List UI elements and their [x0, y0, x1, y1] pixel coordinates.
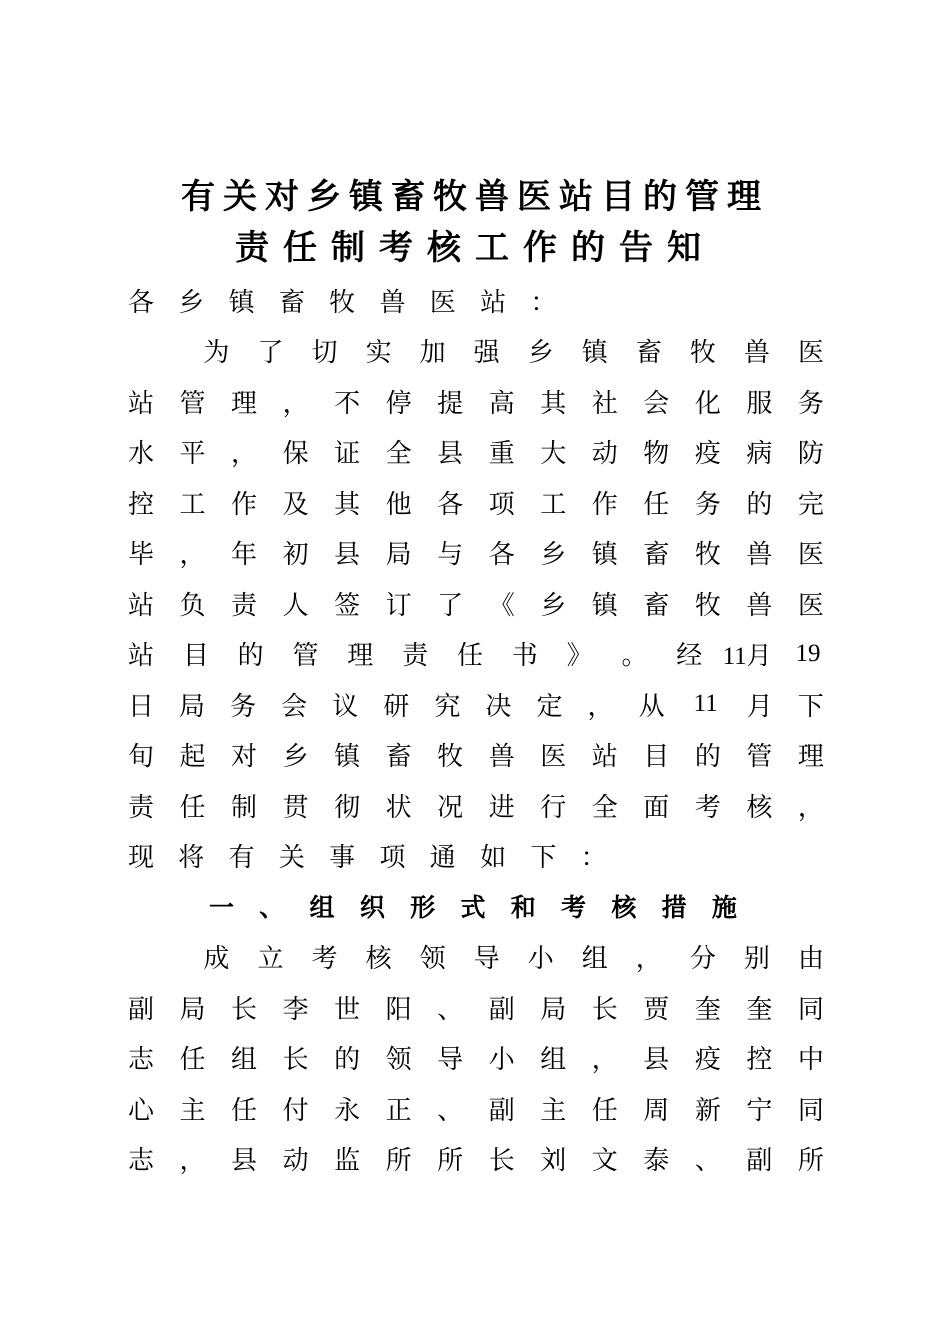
char: 镇	[591, 590, 618, 621]
char: 11	[693, 690, 718, 717]
char: 周	[643, 1095, 670, 1126]
char: 任	[179, 792, 206, 823]
char: 订	[385, 590, 412, 621]
char: 了	[257, 338, 284, 368]
char: 医	[797, 338, 824, 368]
char: 贾	[643, 994, 670, 1025]
char: ，	[179, 540, 206, 570]
char: 责	[402, 641, 429, 671]
document-title-line-2: 责任制考核工作的告知	[235, 228, 715, 268]
char: ，	[797, 792, 824, 823]
char: 医	[540, 742, 567, 772]
char: 各	[127, 287, 154, 318]
char: 证	[334, 439, 361, 469]
char: 主	[540, 1095, 567, 1126]
char: 付	[282, 1095, 309, 1126]
section-line	[118, 982, 834, 1032]
char: 、	[437, 1095, 464, 1126]
char: 核	[746, 792, 773, 823]
char: 制	[231, 792, 258, 823]
char: ，	[231, 439, 258, 469]
char: ，	[587, 691, 614, 722]
char: 《	[488, 590, 515, 621]
char: 心	[127, 1095, 154, 1126]
char: 加	[419, 338, 446, 368]
char: 长	[282, 1045, 309, 1075]
char: 考	[694, 792, 721, 823]
char: 水	[127, 439, 154, 469]
char: 》	[566, 641, 593, 671]
char: 不	[334, 388, 361, 419]
char: 书	[511, 641, 538, 671]
char: 研	[383, 691, 410, 722]
char: 如	[480, 843, 507, 873]
char: 畜	[278, 287, 305, 318]
char: 局	[179, 994, 206, 1025]
char: 签	[334, 590, 361, 621]
body-line	[118, 578, 834, 628]
char: 副	[746, 1146, 773, 1176]
body-line	[118, 477, 834, 527]
char: 管	[292, 641, 319, 671]
char: 兽	[488, 742, 515, 772]
char: 组	[540, 1045, 567, 1075]
char: 长	[231, 994, 258, 1025]
char: 的	[334, 1045, 361, 1075]
char: 畜	[643, 590, 670, 621]
char: 组	[231, 1045, 258, 1075]
char: 站	[480, 287, 507, 318]
char: 李	[282, 994, 309, 1025]
char: 畜	[643, 540, 670, 570]
char: 化	[694, 388, 721, 419]
char: ，	[635, 944, 662, 974]
body-line	[118, 528, 834, 578]
salutation	[118, 275, 566, 325]
char: 同	[797, 994, 824, 1025]
char: 有	[228, 843, 255, 873]
char: 式	[460, 893, 486, 922]
char: 领	[385, 1045, 412, 1075]
char: 动	[282, 1146, 309, 1176]
char: 务	[797, 388, 824, 419]
char: 别	[743, 944, 770, 974]
char: 议	[332, 691, 359, 722]
char: 防	[797, 439, 824, 469]
char: 兽	[379, 287, 406, 318]
char: 刘	[540, 1146, 567, 1176]
char: 乡	[282, 742, 309, 772]
char: 组	[581, 944, 608, 974]
char: 状	[385, 792, 412, 823]
char: 泰	[643, 1146, 670, 1176]
char: 、	[259, 893, 285, 922]
char: 兽	[743, 338, 770, 368]
char: ，	[179, 1146, 206, 1176]
char: ：	[530, 287, 557, 318]
char: 通	[429, 843, 456, 873]
char: 导	[437, 1045, 464, 1075]
char: 考	[311, 944, 338, 974]
char: 任	[456, 641, 483, 671]
char: 对	[231, 742, 258, 772]
char: 动	[591, 439, 618, 469]
char: 了	[437, 590, 464, 621]
char: 各	[488, 540, 515, 570]
char: ，	[282, 388, 309, 419]
body-line	[118, 780, 834, 830]
char: 奎	[746, 994, 773, 1025]
char: 阳	[385, 994, 412, 1025]
char: 志	[127, 1045, 154, 1075]
char: 小	[488, 1045, 515, 1075]
char: 的	[694, 742, 721, 772]
body-line	[193, 326, 834, 376]
char: 所	[385, 1146, 412, 1176]
char: 医	[797, 540, 824, 570]
char: 及	[282, 489, 309, 520]
char: 中	[797, 1045, 824, 1075]
char: 分	[689, 944, 716, 974]
char: 站	[127, 388, 154, 419]
char: 年	[231, 540, 258, 570]
char: 疫	[694, 439, 721, 469]
char: 人	[282, 590, 309, 621]
section-line	[193, 932, 834, 982]
char: 文	[591, 1146, 618, 1176]
char: 提	[437, 388, 464, 419]
char: 、	[437, 994, 464, 1025]
char: 作	[591, 489, 618, 520]
char: 他	[385, 489, 412, 520]
char: 切	[311, 338, 338, 368]
char: 小	[527, 944, 554, 974]
char: 牧	[437, 742, 464, 772]
char: 会	[643, 388, 670, 419]
char: 县	[334, 540, 361, 570]
char: 旬	[127, 742, 154, 772]
char: 医	[429, 287, 456, 318]
char: 局	[385, 540, 412, 570]
char: 工	[540, 489, 567, 520]
section-line	[118, 1033, 834, 1083]
char: 的	[237, 641, 264, 671]
char: 县	[231, 1146, 258, 1176]
char: 奎	[694, 994, 721, 1025]
char: 现	[127, 843, 154, 873]
char: 措	[661, 893, 687, 922]
char: 项	[488, 489, 515, 520]
char: 与	[437, 540, 464, 570]
char: 将	[178, 843, 205, 873]
char: 行	[540, 792, 567, 823]
char: 19	[795, 639, 821, 667]
char: 乡	[178, 287, 205, 318]
char: 一	[208, 893, 234, 922]
char: 目	[643, 742, 670, 772]
char: 月	[746, 691, 773, 722]
char: 长	[591, 994, 618, 1025]
char: 新	[694, 1095, 721, 1126]
char: 起	[179, 742, 206, 772]
char: 站	[127, 641, 154, 671]
char: 况	[437, 792, 464, 823]
char: 的	[746, 489, 773, 520]
char: 实	[365, 338, 392, 368]
char: 下	[797, 691, 824, 722]
char: ：	[580, 843, 607, 873]
char: 社	[591, 388, 618, 419]
char: 强	[473, 338, 500, 368]
char: 兽	[746, 590, 773, 621]
char: 重	[488, 439, 515, 469]
char: 任	[179, 1045, 206, 1075]
char: 下	[530, 843, 557, 873]
char: 控	[746, 1045, 773, 1075]
char: 目	[182, 641, 209, 671]
char: 决	[485, 691, 512, 722]
char: 站	[591, 742, 618, 772]
char: 形	[410, 893, 436, 922]
char: 乡	[527, 338, 554, 368]
char: 乡	[540, 590, 567, 621]
char: 世	[334, 994, 361, 1025]
char: 贯	[282, 792, 309, 823]
char: 保	[282, 439, 309, 469]
char: 完	[797, 489, 824, 520]
char: 理	[797, 742, 824, 772]
char: 牧	[694, 590, 721, 621]
body-line	[118, 427, 834, 477]
char: 任	[643, 489, 670, 520]
body-line	[118, 629, 834, 679]
char: 镇	[591, 540, 618, 570]
char: 彻	[334, 792, 361, 823]
char: 会	[281, 691, 308, 722]
char: 疫	[694, 1045, 721, 1075]
char: 县	[643, 1045, 670, 1075]
char: 局	[540, 994, 567, 1025]
char: 日	[127, 691, 154, 722]
char: 务	[230, 691, 257, 722]
char: 医	[797, 590, 824, 621]
char: 责	[127, 792, 154, 823]
char: 各	[437, 489, 464, 520]
char: 其	[334, 489, 361, 520]
section-heading	[198, 881, 747, 931]
char: 管	[179, 388, 206, 419]
char: 理	[231, 388, 258, 419]
char: 长	[488, 1146, 515, 1176]
char: 全	[591, 792, 618, 823]
char: 负	[179, 590, 206, 621]
char: 责	[231, 590, 258, 621]
char: 经	[676, 641, 703, 671]
char: 畜	[385, 742, 412, 772]
char: 畜	[635, 338, 662, 368]
char: 面	[643, 792, 670, 823]
char: 为	[203, 338, 230, 368]
body-line	[118, 376, 834, 426]
char: ，	[591, 1045, 618, 1075]
char: 务	[694, 489, 721, 520]
char: 事	[329, 843, 356, 873]
char: 施	[711, 893, 737, 922]
char: 项	[379, 843, 406, 873]
char: 由	[797, 944, 824, 974]
char: 作	[231, 489, 258, 520]
body-line	[118, 679, 834, 729]
char: 高	[488, 388, 515, 419]
char: 其	[540, 388, 567, 419]
char: 核	[365, 944, 392, 974]
char: 乡	[540, 540, 567, 570]
char: 牧	[689, 338, 716, 368]
char: 定	[536, 691, 563, 722]
body-line	[118, 831, 617, 881]
char: 11月	[722, 642, 772, 670]
char: 物	[643, 439, 670, 469]
char: 宁	[746, 1095, 773, 1126]
body-line	[118, 730, 834, 780]
char: 正	[385, 1095, 412, 1126]
section-line	[118, 1134, 834, 1184]
char: 同	[797, 1095, 824, 1126]
char: 志	[127, 1146, 154, 1176]
char: 任	[591, 1095, 618, 1126]
document-title-line-1: 有关对乡镇畜牧兽医站目的管理	[181, 177, 769, 217]
char: 全	[385, 439, 412, 469]
char: 大	[540, 439, 567, 469]
char: 所	[437, 1146, 464, 1176]
char: 组	[309, 893, 335, 922]
char: 兽	[746, 540, 773, 570]
char: 核	[611, 893, 637, 922]
char: 工	[179, 489, 206, 520]
char: 、	[694, 1146, 721, 1176]
char: 镇	[581, 338, 608, 368]
char: 镇	[334, 742, 361, 772]
char: 牧	[329, 287, 356, 318]
char: 管	[746, 742, 773, 772]
char: 和	[510, 893, 536, 922]
char: 成	[203, 944, 230, 974]
char: 服	[746, 388, 773, 419]
char: 永	[334, 1095, 361, 1126]
char: 从	[638, 691, 665, 722]
char: 局	[179, 691, 206, 722]
char: 。	[621, 641, 648, 671]
char: 副	[488, 994, 515, 1025]
char: 织	[359, 893, 385, 922]
char: 考	[561, 893, 587, 922]
char: 站	[127, 590, 154, 621]
char: 进	[488, 792, 515, 823]
char: 副	[488, 1095, 515, 1126]
char: 镇	[228, 287, 255, 318]
char: 所	[797, 1146, 824, 1176]
char: 领	[419, 944, 446, 974]
char: 控	[127, 489, 154, 520]
char: 导	[473, 944, 500, 974]
char: 任	[231, 1095, 258, 1126]
char: 究	[434, 691, 461, 722]
char: 病	[746, 439, 773, 469]
char: 立	[257, 944, 284, 974]
char: 监	[334, 1146, 361, 1176]
char: 县	[437, 439, 464, 469]
char: 理	[347, 641, 374, 671]
char: 主	[179, 1095, 206, 1126]
char: 牧	[694, 540, 721, 570]
char: 停	[385, 388, 412, 419]
char: 平	[179, 439, 206, 469]
char: 初	[282, 540, 309, 570]
char: 关	[278, 843, 305, 873]
section-line	[118, 1083, 834, 1133]
char: 毕	[127, 540, 154, 570]
char: 副	[127, 994, 154, 1025]
